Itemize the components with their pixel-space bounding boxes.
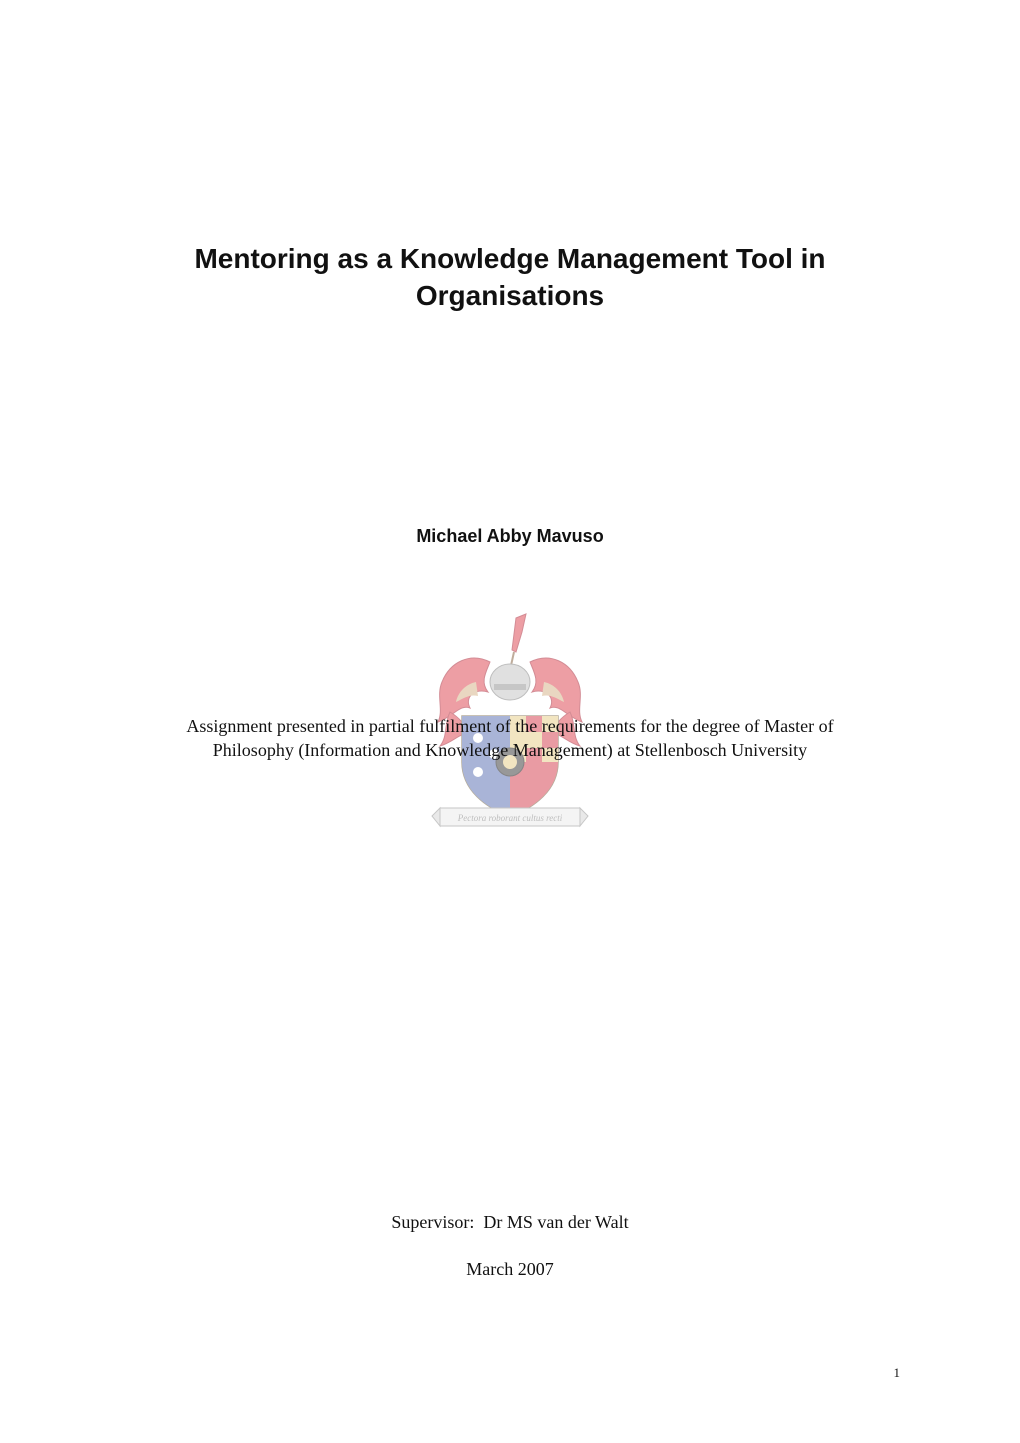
- supervisor-line: Supervisor: Dr MS van der Walt: [391, 1212, 629, 1232]
- title-line-1: Mentoring as a Knowledge Management Tool in: [194, 243, 826, 274]
- statement-line-1: Assignment presented in partial fulfilment of the requirements for the degree of Master of: [186, 716, 834, 736]
- submission-date: March 2007: [466, 1259, 554, 1279]
- statement-line-2: Philosophy (Information and Knowledge Management) at Stellenbosch University: [212, 740, 808, 760]
- author-name: Michael Abby Mavuso: [416, 526, 604, 546]
- degree-statement: [120, 714, 900, 762]
- crest-motto: Pectora roborant cultus recti: [457, 813, 563, 823]
- document-title: [110, 240, 910, 314]
- title-line-2: Organisations: [415, 280, 605, 311]
- page-number: 1: [893, 1365, 900, 1380]
